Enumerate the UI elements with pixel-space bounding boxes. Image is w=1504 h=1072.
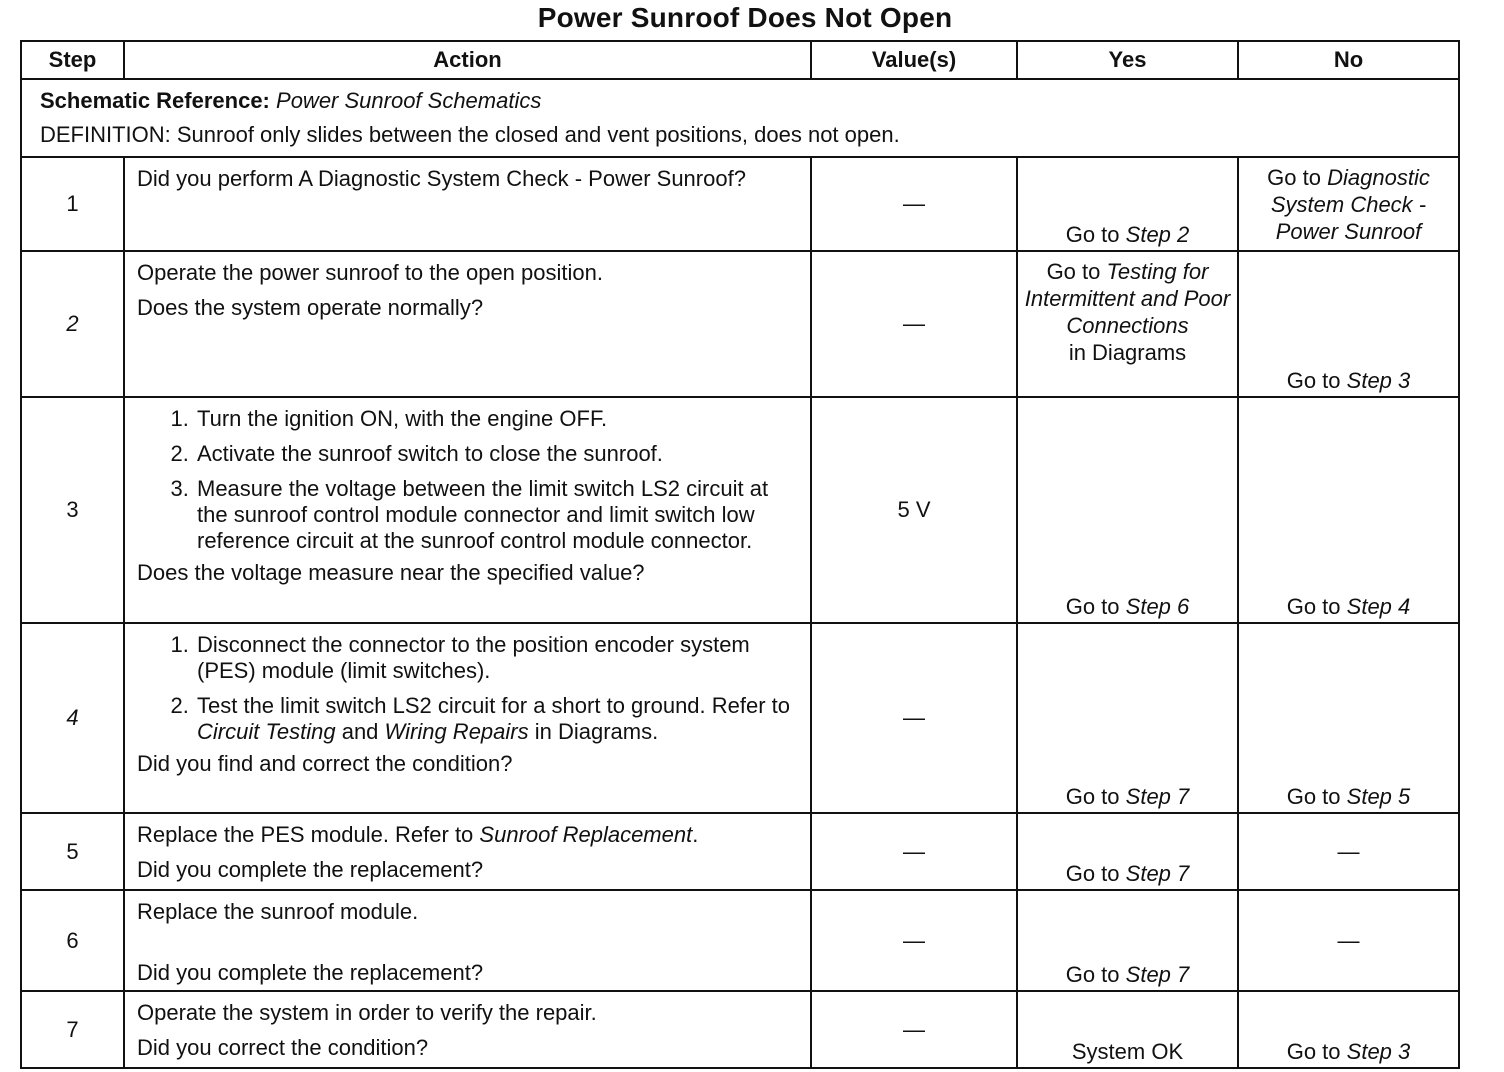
list-item: [195, 693, 800, 745]
yes-cell: [1017, 890, 1238, 991]
go-to-text: Go to: [1065, 594, 1120, 619]
list-item: 2. Activate the sunroof switch to close the sunroof.: [195, 441, 800, 467]
action-text: Operate the system in order to verify the repair.: [137, 1000, 597, 1025]
value-cell: 5 V: [811, 397, 1017, 623]
no-link[interactable]: Step 3: [1346, 1039, 1411, 1064]
yes-link[interactable]: Step 7: [1125, 784, 1190, 809]
header-step: Step: [21, 41, 124, 79]
question-text: Did you correct the condition?: [137, 1035, 429, 1060]
table-row: [21, 157, 1459, 251]
diagnostic-table: [20, 40, 1460, 1069]
page-title: Power Sunroof Does Not Open: [537, 2, 953, 33]
action-text: Replace the sunroof module.: [137, 899, 419, 924]
action-cell: [124, 623, 811, 813]
action-cell: [124, 890, 811, 991]
action-text: [137, 822, 800, 848]
no-cell: [1238, 623, 1459, 813]
no-cell: [1238, 991, 1459, 1068]
question-text: Did you find and correct the condition?: [137, 751, 513, 776]
yes-cell: [1017, 157, 1238, 251]
go-to-text: Go to: [1065, 861, 1120, 886]
no-cell: —: [1238, 813, 1459, 890]
table-row: [21, 991, 1459, 1068]
step-number: 1: [21, 157, 124, 251]
go-to-text: Go to: [1286, 368, 1341, 393]
action-cell: [124, 251, 811, 397]
no-cell: [1238, 251, 1459, 397]
action-cell: [124, 813, 811, 890]
value-cell: —: [811, 623, 1017, 813]
step-number: 5: [21, 813, 124, 890]
yes-link[interactable]: Step 7: [1125, 861, 1190, 886]
circuit-testing-link[interactable]: Circuit Testing: [197, 719, 336, 744]
action-cell: [124, 157, 811, 251]
schematic-label: Schematic Reference:: [40, 88, 270, 113]
yes-text: System OK: [1071, 1039, 1184, 1064]
yes-suffix: in Diagrams: [1068, 340, 1187, 365]
table-row: [21, 397, 1459, 623]
table-row: [21, 813, 1459, 890]
schematic-reference: [40, 84, 1458, 118]
no-cell: [1238, 157, 1459, 251]
list-item-text: in Diagrams.: [534, 719, 659, 744]
value-cell: —: [811, 157, 1017, 251]
value-cell: —: [811, 813, 1017, 890]
no-cell: —: [1238, 890, 1459, 991]
no-link[interactable]: Step 3: [1346, 368, 1411, 393]
yes-cell: [1017, 251, 1238, 397]
list-item: 1. Turn the ignition ON, with the engine OFF.: [195, 406, 800, 432]
step-number: 4: [21, 623, 124, 813]
no-link[interactable]: Diagnostic System Check - Power Sunroof: [1270, 165, 1430, 244]
action-text-part: Replace the PES module. Refer to: [137, 822, 474, 847]
definition-cell: [21, 79, 1459, 157]
list-item-text: Test the limit switch LS2 circuit for a short to ground. Refer to: [197, 693, 791, 718]
list-item: 3. Measure the voltage between the limit switch LS2 circuit at the sunroof control module connector and limit switch low reference circuit at the sunroof control module connector.: [195, 476, 800, 554]
header-action: Action: [124, 41, 811, 79]
go-to-text: Go to: [1065, 222, 1120, 247]
go-to-text: Go to: [1065, 784, 1120, 809]
yes-link[interactable]: Testing for Intermittent and Poor Connections: [1024, 259, 1231, 338]
yes-cell: [1017, 991, 1238, 1068]
yes-link[interactable]: Step 7: [1125, 962, 1190, 987]
no-link[interactable]: Step 5: [1346, 784, 1411, 809]
step-number: 3: [21, 397, 124, 623]
action-list: [137, 406, 800, 554]
action-text: Did you perform A Diagnostic System Check - Power Sunroof?: [137, 166, 746, 191]
go-to-text: Go to: [1267, 165, 1321, 190]
yes-link[interactable]: Step 2: [1125, 222, 1190, 247]
sunroof-replacement-link[interactable]: Sunroof Replacement: [479, 822, 693, 847]
table-row: [21, 251, 1459, 397]
value-cell: —: [811, 991, 1017, 1068]
table-row: [21, 623, 1459, 813]
go-to-text: Go to: [1046, 259, 1101, 284]
step-number: 6: [21, 890, 124, 991]
yes-cell: [1017, 813, 1238, 890]
question-text: Does the voltage measure near the specified value?: [137, 560, 645, 585]
yes-link[interactable]: Step 6: [1125, 594, 1190, 619]
action-list: [137, 632, 800, 745]
schematic-link[interactable]: Power Sunroof Schematics: [276, 88, 542, 113]
action-cell: [124, 991, 811, 1068]
question-text: Did you complete the replacement?: [137, 960, 484, 985]
question-text: Did you complete the replacement?: [137, 857, 484, 882]
table-row: [21, 890, 1459, 991]
yes-cell: [1017, 397, 1238, 623]
go-to-text: Go to: [1286, 594, 1341, 619]
go-to-text: Go to: [1065, 962, 1120, 987]
list-item-text: and: [341, 719, 379, 744]
no-cell: [1238, 397, 1459, 623]
header-no: No: [1238, 41, 1459, 79]
step-number: 2: [21, 251, 124, 397]
list-item: 1. Disconnect the connector to the position encoder system (PES) module (limit switches).: [195, 632, 800, 684]
header-values: Value(s): [811, 41, 1017, 79]
wiring-repairs-link[interactable]: Wiring Repairs: [384, 719, 529, 744]
go-to-text: Go to: [1286, 784, 1341, 809]
value-cell: —: [811, 890, 1017, 991]
go-to-text: Go to: [1286, 1039, 1341, 1064]
step-number: 7: [21, 991, 124, 1068]
action-cell: [124, 397, 811, 623]
definition-text: DEFINITION: Sunroof only slides between the closed and vent positions, does not open.: [40, 122, 900, 147]
action-text: Operate the power sunroof to the open position.: [137, 260, 603, 285]
action-text-part: .: [692, 822, 699, 847]
header-yes: Yes: [1017, 41, 1238, 79]
header-row: [21, 41, 1459, 79]
no-link[interactable]: Step 4: [1346, 594, 1411, 619]
yes-cell: [1017, 623, 1238, 813]
value-cell: —: [811, 251, 1017, 397]
definition-row: [21, 79, 1459, 157]
question-text: Does the system operate normally?: [137, 295, 484, 320]
